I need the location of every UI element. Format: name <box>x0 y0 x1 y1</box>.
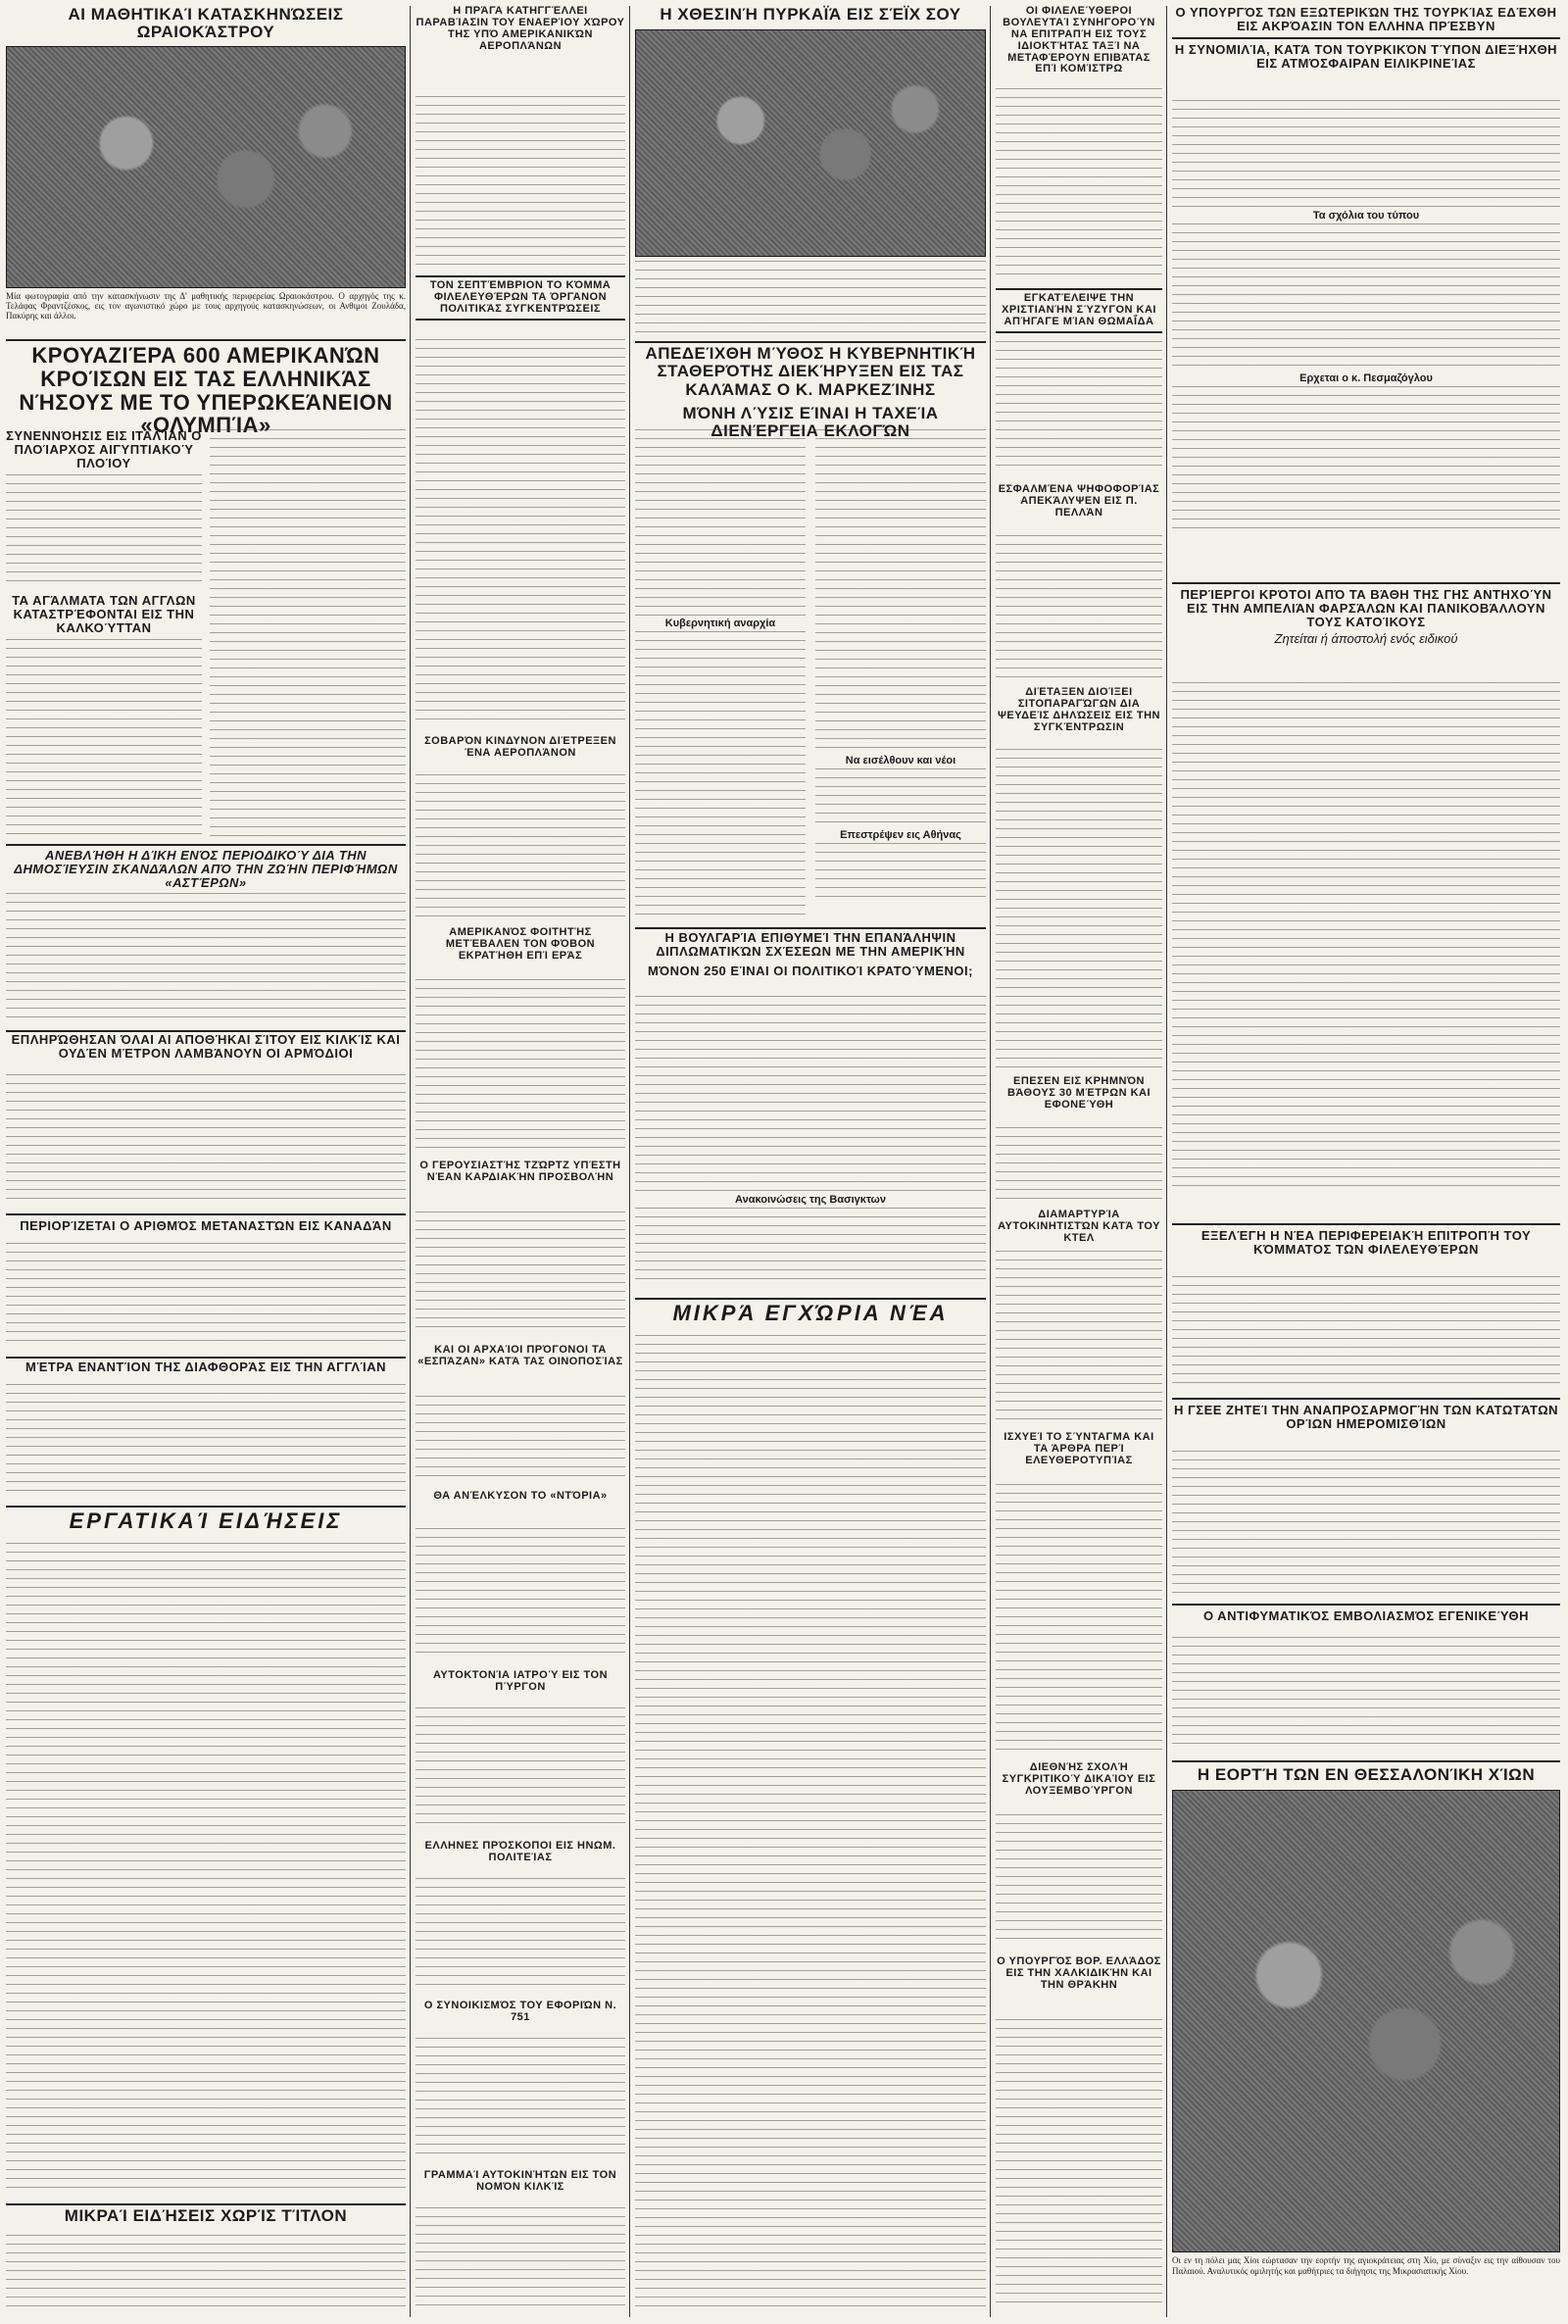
headline: Η ΧΘΕΣΙΝΉ ΠΥΡΚΑΪΆ ΕΙΣ ΣΈΪΧ ΣΟΥ <box>660 5 961 24</box>
article-student <box>416 927 625 976</box>
headline: ΜΈΤΡΑ ΕΝΑΝΤΊΟΝ ΤΗΣ ΔΙΑΦΘΟΡΆΣ ΕΙΣ ΤΗΝ ΑΓΓΛΊΑΝ <box>25 1360 386 1374</box>
photo-caption: Μία φωτογραφία από την κατασκήνωσιν της Δ' μαθητικής περιφερείας Ωραιοκάστρου. Ο αρχηγός της κ. Τελάφας Φραντζέσκος, εις τον αγωνιστικό χώρο με τους αρχηγούς κατασκηνώσεων, οι Ανθιμοι Ζουλάδα, Πακύρης και άλλοι. <box>6 290 406 321</box>
headline: ΕΓΚΑΤΈΛΕΙΨΕ ΤΗΝ ΧΡΙΣΤΙΑΝΉΝ ΣΎΖΥΓΟΝ ΚΑΙ ΑΠΉΓΑΓΕ ΜΊΑΝ ΘΩΜΑΪ́ΔΑ <box>996 288 1162 333</box>
subheadline: Η ΣΥΝΟΜΙΛΊΑ, ΚΑΤΆ ΤΟΝ ΤΟΥΡΚΙΚΌΝ ΤΎΠΟΝ ΔΙΕΞΉΧΘΗ ΕΙΣ ΑΤΜΌΣΦΑΙΡΑΝ ΕΙΛΙΚΡΙΝΕΊΑΣ <box>1174 42 1558 72</box>
subhead: Να εισέλθουν και νέοι <box>845 755 956 766</box>
headline: Ο ΓΕΡΟΥΣΙΑΣΤΉΣ ΤΖΏΡΤΖ ΥΠΈΣΤΗ ΝΈΑΝ ΚΑΡΔΙΑΚΉΝ ΠΡΟΣΒΟΛΉΝ <box>419 1160 621 1183</box>
headline: ΜΙΚΡΆ ΕΓΧΏΡΙΑ ΝΈΑ <box>672 1301 949 1325</box>
headline: Η ΒΟΥΛΓΑΡΊΑ ΕΠΙΘΥΜΕΊ ΤΗΝ ΕΠΑΝΆΛΗΨΙΝ ΔΙΠΛΩΜΑΤΙΚΏΝ ΣΧΈΣΕΩΝ ΜΕ ΤΗΝ ΑΜΕΡΙΚΉΝ <box>656 930 965 960</box>
headline: Ο ΥΠΟΥΡΓΌΣ ΒΟΡ. ΕΛΛΆΔΟΣ ΕΙΣ ΤΗΝ ΧΑΛΚΙΔΙΚΉΝ ΚΑΙ ΤΗΝ ΘΡΆΚΗΝ <box>997 1955 1161 1991</box>
headline: ΕΡΓΑΤΙΚΑΊ ΕΙΔΉΣΕΙΣ <box>69 1508 343 1533</box>
photo-camp <box>6 46 406 288</box>
article-local-news <box>635 1302 986 1331</box>
headline: ΤΟΝ ΣΕΠΤΈΜΒΡΙΟΝ ΤΟ ΚΌΜΜΑ ΦΙΛΕΛΕΥΘΈΡΩΝ ΤΑ ΌΡΓΑΝΟΝ ΠΟΛΙΤΙΚΆΣ ΣΥΓΚΕΝΤΡΏΣΕΙΣ <box>416 275 625 321</box>
article-farmers <box>996 687 1162 746</box>
subhead: Ανακοινώσεις της Βασιγκτων <box>735 1194 886 1206</box>
article-wheat <box>6 1033 406 1072</box>
headline: ΟΙ ΦΙΛΕΛΕΎΘΕΡΟΙ ΒΟΥΛΕΥΤΑΊ ΣΥΝΗΓΟΡΟΎΝ ΝΑ ΕΠΙΤΡΑΠΉ ΕΙΣ ΤΟΥΣ ΙΔΙΟΚΤΉΤΑΣ ΤΑΞΊ ΝΑ ΜΕΤΑΦΈΡΟΥΝ ΕΠΙΒΆΤΑΣ ΕΠΊ ΚΟΜΊΣΤΡΩ <box>1003 5 1155 75</box>
headline: ΑΙ ΜΑΘΗΤΙΚΑΊ ΚΑΤΑΣΚΗΝΏΣΕΙΣ ΩΡΑΙΟΚΆΣΤΡΟΥ <box>68 5 344 42</box>
headline: ΔΙΈΤΑΞΕΝ ΔΙΟΊΞΕΙ ΣΙΤΟΠΑΡΑΓΏΓΩΝ ΔΙΑ ΨΕΥΔΕΊΣ ΔΗΛΏΣΕΙΣ ΕΙΣ ΤΗΝ ΣΥΓΚΈΝΤΡΩΣΙΝ <box>998 686 1160 733</box>
article-plane <box>416 736 625 771</box>
headline: ΓΡΑΜΜΑΊ ΑΥΤΟΚΙΝΉΤΩΝ ΕΙΣ ΤΟΝ ΝΟΜΌΝ ΚΙΛΚΊΣ <box>423 2169 617 2193</box>
article-statues <box>6 594 202 839</box>
headline: ΠΕΡΊΕΡΓΟΙ ΚΡΌΤΟΙ ΑΠΌ ΤΑ ΒΆΘΗ ΤΗΣ ΓΗΣ ΑΝΤΗΧΟΎΝ ΕΙΣ ΤΗΝ ΑΜΠΕΛΙΆΝ ΦΑΡΣΆΛΩΝ ΚΑΙ ΠΑΝΙΚΟΒΆΛΛΟΥΝ ΤΟΥΣ ΚΑΤΟΊΚΟΥΣ <box>1180 587 1552 630</box>
article-short-news <box>6 2207 406 2231</box>
headline: ΑΥΤΟΚΤΟΝΊΑ ΙΑΤΡΟΎ ΕΙΣ ΤΟΝ ΠΎΡΓΟΝ <box>432 1669 609 1693</box>
headline: ΜΙΚΡΑΊ ΕΙΔΉΣΕΙΣ ΧΩΡΊΣ ΤΊΤΛΟΝ <box>64 2206 348 2225</box>
headline: Ο ΥΠΟΥΡΓΌΣ ΤΩΝ ΕΞΩΤΕΡΙΚΏΝ ΤΗΣ ΤΟΥΡΚΊΑΣ ΕΔΈΧΘΗ ΕΙΣ ΑΚΡΌΑΣΙΝ ΤΟΝ ΕΛΛΗΝΑ ΠΡΈΣΒΥΝ <box>1175 5 1557 34</box>
article-fall <box>996 1076 1162 1125</box>
article-george <box>416 1161 625 1210</box>
headline: ΠΕΡΙΟΡΊΖΕΤΑΙ Ο ΑΡΙΘΜΌΣ ΜΕΤΑΝΑΣΤΏΝ ΕΙΣ ΚΑΝΑΔΆΝ <box>20 1218 392 1233</box>
photo-chios <box>1172 1790 1560 2252</box>
article-drivers <box>996 1210 1162 1249</box>
subheadline: ΜΌΝΟΝ 250 ΕΊΝΑΙ ΟΙ ΠΟΛΙΤΙΚΟΊ ΚΡΑΤΟΎΜΕΝΟΙ; <box>648 964 973 979</box>
newspaper-page <box>6 6 1560 2317</box>
article-cruise-body <box>6 429 202 586</box>
article-immigrants <box>6 1219 406 1241</box>
article-suicide <box>416 1670 625 1706</box>
article-camps <box>6 6 406 339</box>
subhead: Κυβερνητική αναρχία <box>664 618 776 629</box>
headline: Ο ΣΥΝΟΙΚΙΣΜΌΣ ΤΟΥ ΕΦΟΡΙΏΝ Ν. 751 <box>423 2000 617 2023</box>
article-doria <box>416 1491 625 1526</box>
article-ancients <box>416 1345 625 1394</box>
column-rule <box>1166 6 1167 2317</box>
headline: ΕΠΛΗΡΏΘΗΣΑΝ ΌΛΑΙ ΑΙ ΑΠΟΘΉΚΑΙ ΣΊΤΟΥ ΕΙΣ ΚΙΛΚΊΣ ΚΑΙ ΟΥΔΈΝ ΜΈΤΡΟΝ ΛΑΜΒΆΝΟΥΝ ΟΙ ΑΡΜΌΔΙΟΙ <box>11 1032 401 1062</box>
headline: Η ΠΡΆΓΑ ΚΑΤΗΓΓΈΛΛΕΙ ΠΑΡΑΒΊΑΣΙΝ ΤΟΥ ΕΝΑΕΡΊΟΥ ΧΏΡΟΥ ΤΗΣ ΥΠΌ ΑΜΕΡΙΚΑΝΙΚΏΝ ΑΕΡΟΠΛΆΝΩΝ <box>416 5 625 52</box>
headline: ΙΣΧΥΕΊ ΤΟ ΣΎΝΤΑΓΜΑ ΚΑΙ ΤΑ ΆΡΘΡΑ ΠΕΡΊ ΕΛΕΥΘΕΡΟΤΥΠΊΑΣ <box>1004 1431 1154 1466</box>
headline: Η ΓΣΕΕ ΖΗΤΕΊ ΤΗΝ ΑΝΑΠΡΟΣΑΡΜΟΓΉΝ ΤΩΝ ΚΑΤΩΤΆΤΩΝ ΟΡΊΩΝ ΗΜΕΡΟΜΙΣΘΊΩΝ <box>1173 1403 1559 1432</box>
article-bus-lines <box>416 2170 625 2205</box>
photo-fire <box>635 29 986 257</box>
column-rule <box>990 6 991 2317</box>
headline: ΕΛΛΗΝΕΣ ΠΡΌΣΚΟΠΟΙ ΕΙΣ ΗΝΩΜ. ΠΟΛΙΤΕΊΑΣ <box>424 1840 616 1863</box>
article-gsee <box>1172 1404 1560 1448</box>
subheadline: ΣΥΝΕΝΝΌΗΣΙΣ ΕΙΣ ΙΤΑΛΊΑΝ Ο ΠΛΟΊΑΡΧΟΣ ΑΙΓΥΠΤΙΑΚΟΎ ΠΛΟΊΟΥ <box>6 428 202 471</box>
article-fire <box>635 6 986 339</box>
article-constitution <box>996 1432 1162 1481</box>
headline: ΑΠΕΔΕΊΧΘΗ ΜΎΘΟΣ Η ΚΥΒΕΡΝΗΤΙΚΉ ΣΤΑΘΕΡΌΤΗΣ ΔΙΕΚΉΡΥΞΕΝ ΕΙΣ ΤΑΣ ΚΑΛΆΜΑΣ Ο Κ. ΜΑΡΚΕΖΊΝΗΣ <box>645 344 976 399</box>
headline: Η ΕΟΡΤΉ ΤΩΝ ΕΝ ΘΕΣΣΑΛΟΝΊΚΗ ΧΊΩΝ <box>1197 1765 1536 1784</box>
article-turkey <box>1172 6 1560 94</box>
article-law-school <box>996 1762 1162 1811</box>
headline: ΕΞΕΛΈΓΗ Η ΝΈΑ ΠΕΡΙΦΕΡΕΙΑΚΉ ΕΠΙΤΡΟΠΉ ΤΟΥ ΚΌΜΜΑΤΟΣ ΤΩΝ ΦΙΛΕΛΕΥΘΈΡΩΝ <box>1200 1228 1532 1258</box>
subheadline: ΜΌΝΗ ΛΎΣΙΣ ΕΊΝΑΙ Η ΤΑΧΕΊΑ ΔΙΕΝΈΡΓΕΙΑ ΕΚΛΟΓΏΝ <box>682 404 939 441</box>
article-cruise <box>6 343 406 438</box>
article-markezinis <box>635 344 986 441</box>
headline: Ο ΑΝΤΙΦΥΜΑΤΙΚΌΣ ΕΜΒΟΛΙΑΣΜΌΣ ΕΓΕΝΙΚΕΎΘΗ <box>1202 1608 1530 1623</box>
subhead: Επεστρέψεν εις Αθήνας <box>840 829 961 841</box>
article-corruption <box>6 1360 406 1382</box>
article-minister <box>996 1956 1162 2015</box>
headline: ΑΜΕΡΙΚΑΝΌΣ ΦΟΙΤΗΤΉΣ ΜΕΤΈΒΑΛΕΝ ΤΟΝ ΦΌΒΟΝ ΕΚΡΑΤΉΘΗ ΕΠΊ ΕΡΆΣ <box>445 926 596 962</box>
article-vaccination <box>1172 1609 1560 1633</box>
column-rule <box>410 6 411 2317</box>
headline: ΚΡΟΥΑΖΙΈΡΑ 600 ΑΜΕΡΙΚΑΝΏΝ ΚΡΟΊΣΩΝ ΕΙΣ ΤΑΣ ΕΛΛΗΝΙΚΆΣ ΝΉΣΟΥΣ ΜΕ ΤΟ ΥΠΕΡΩΚΕΆΝΕΙΟΝ «ΟΛΥΜΠΊΑ» <box>19 343 393 438</box>
subhead: Τα σχόλια του τύπου <box>1312 210 1420 222</box>
headline: ΘΑ ΑΝΈΛΚΥΣΟΝ ΤΟ «ΝΤΌΡΙΑ» <box>433 1490 608 1502</box>
article-taxi <box>996 6 1162 84</box>
article-wife <box>996 288 1162 337</box>
subhead: Ερχεται ο κ. Πεσμαζόγλου <box>1299 372 1433 384</box>
article-noises <box>1172 588 1560 676</box>
headline: ΤΑ ΑΓΆΛΜΑΤΑ ΤΩΝ ΑΓΓΛΩΝ ΚΑΤΑΣΤΡΈΦΟΝΤΑΙ ΕΙΣ ΤΗΝ ΚΑΛΚΟΎΤΤΑΝ <box>12 593 196 636</box>
headline: ΕΣΦΑΛΜΈΝΑ ΨΗΦΟΦΟΡΊΑΣ ΑΠΕΚΆΛΥΨΕΝ ΕΙΣ Π. ΠΕΛΛΆΝ <box>998 483 1160 519</box>
article-committee <box>1172 1229 1560 1273</box>
headline: ΚΑΙ ΟΙ ΑΡΧΑΊΟΙ ΠΡΌΓΟΝΟΙ ΤΑ «ΕΣΠΆΖΑΝ» ΚΑΤΆ ΤΑΣ ΟΙΝΟΠΟΣΊΑΣ <box>417 1344 623 1367</box>
article-scouts <box>416 1841 625 1876</box>
headline: ΕΠΕΣΕΝ ΕΙΣ ΚΡΗΜΝΌΝ ΒΆΘΟΥΣ 30 ΜΈΤΡΩΝ ΚΑΙ ΕΦΟΝΕΎΘΗ <box>1006 1075 1152 1111</box>
article-trial <box>6 848 406 891</box>
headline: ΔΙΕΘΝΉΣ ΣΧΟΛΉ ΣΥΓΚΡΙΤΙΚΟΎ ΔΙΚΑΊΟΥ ΕΙΣ ΛΟΥΞΕΜΒΟΎΡΓΟΝ <box>1002 1761 1156 1797</box>
article-chios <box>1172 1766 1560 2315</box>
article-settlement <box>416 2001 625 2036</box>
article-prague <box>416 6 625 94</box>
headline: ΑΝΕΒΛΉΘΗ Η ΔΊΚΗ ΕΝΌΣ ΠΕΡΙΟΔΙΚΟΎ ΔΙΑ ΤΗΝ ΔΗΜΟΣΊΕΥΣΙΝ ΣΚΑΝΔΆΛΩΝ ΑΠΌ ΤΗΝ ΖΩΉΝ ΠΕΡΙΦΉΜΩΝ «ΑΣΤΈΡΩΝ» <box>14 848 398 891</box>
article-cruise-body-2 <box>210 429 406 841</box>
subheadline: Ζητείται ή άποστολή ενός ειδικού <box>1274 631 1458 647</box>
headline: ΔΙΑΜΑΡΤΥΡΊΑ ΑΥΤΟΚΙΝΗΤΙΣΤΏΝ ΚΑΤΆ ΤΟΥ ΚΤΕΛ <box>998 1209 1160 1244</box>
article-bulgaria <box>635 931 986 990</box>
article-labor <box>6 1509 406 1539</box>
photo-caption: Οι εν τη πόλει μας Χίοι εώρτασαν την εορτήν της αγιοκράτειας στη Χίο, με σύναξιν εις την αίθουσαν του Παλαιού. Αναλυτικός ομιλητής και μαθήτριες τα διήγησις της Μικρασιατικής Χίου. <box>1172 2255 1560 2276</box>
headline: ΣΟΒΑΡΌΝ ΚΙΝΔΥΝΟΝ ΔΙΈΤΡΕΞΕΝ ΈΝΑ ΑΕΡΟΠΛΆΝΟΝ <box>424 735 616 759</box>
article-liberals <box>416 275 625 334</box>
article-vote <box>996 484 1162 533</box>
column-rule <box>629 6 630 2317</box>
